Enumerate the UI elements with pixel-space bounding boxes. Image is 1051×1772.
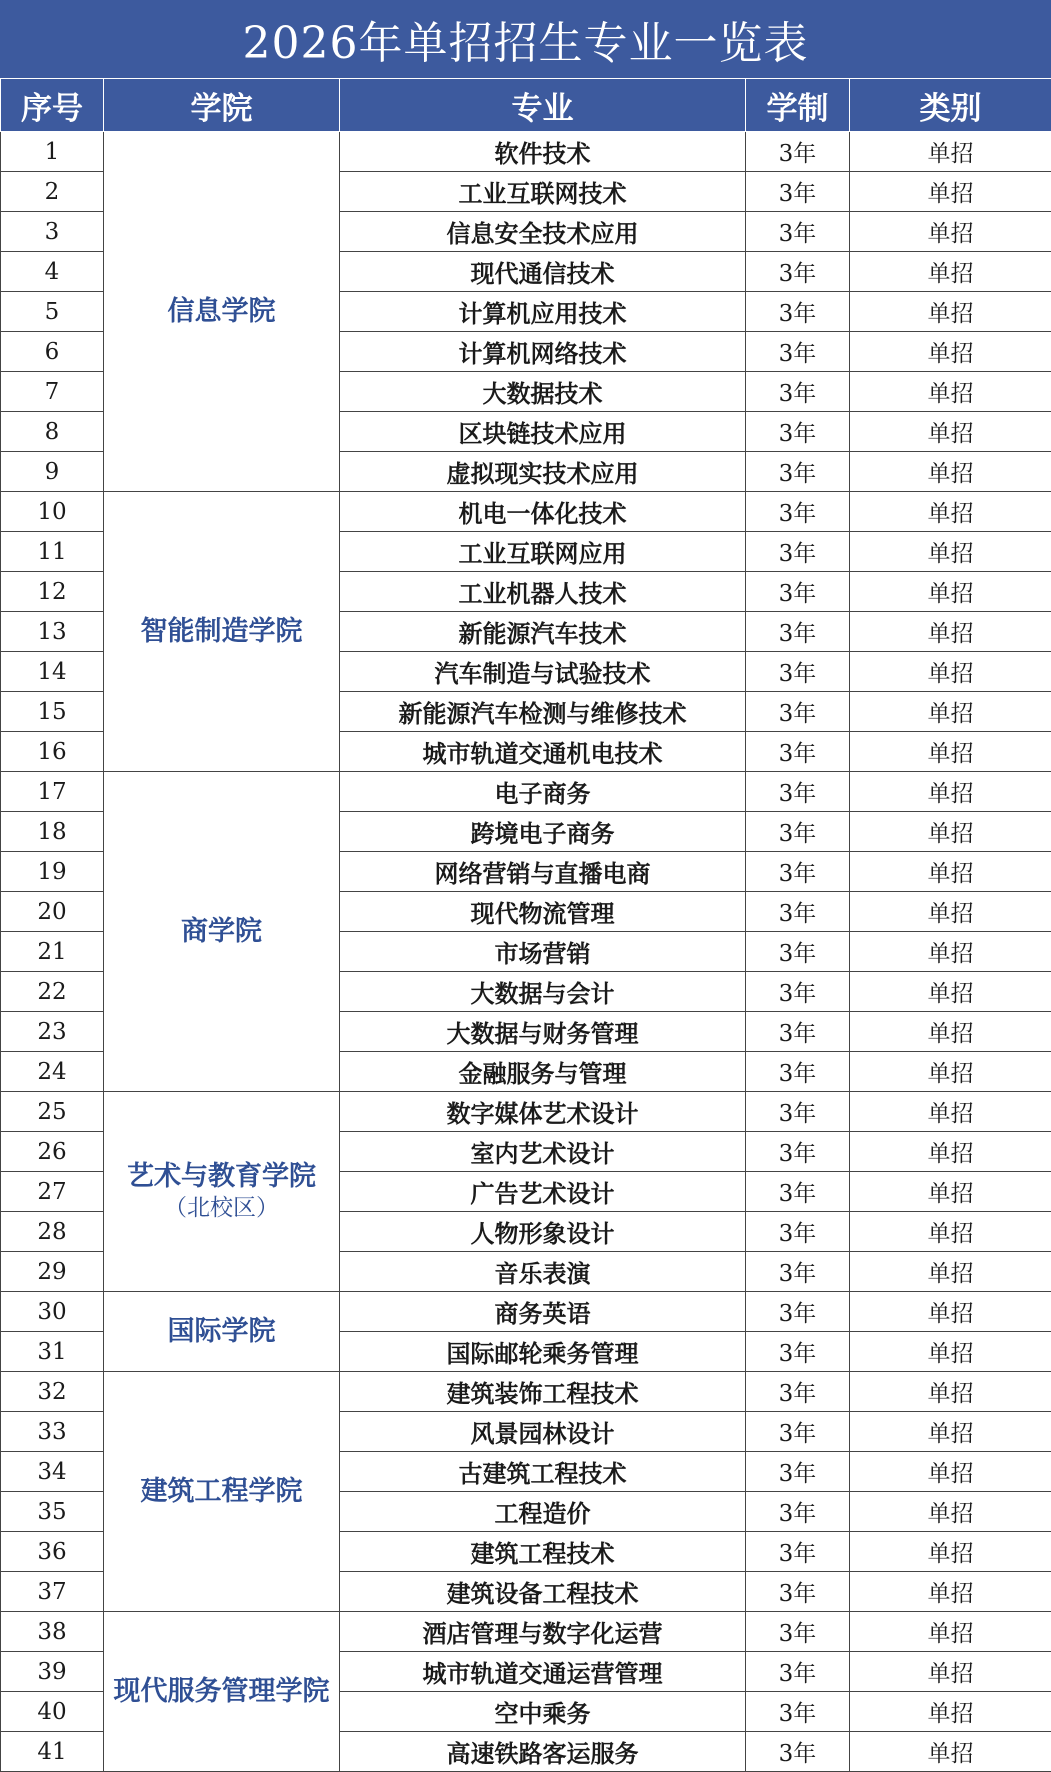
row-major: 建筑工程技术 (340, 1532, 746, 1572)
row-years: 3年 (746, 452, 850, 492)
row-index: 1 (1, 132, 104, 172)
row-index: 8 (1, 412, 104, 452)
row-category: 单招 (850, 572, 1051, 612)
row-index: 9 (1, 452, 104, 492)
row-index: 11 (1, 532, 104, 572)
row-index: 22 (1, 972, 104, 1012)
row-years: 3年 (746, 1212, 850, 1252)
row-category: 单招 (850, 172, 1051, 212)
row-index: 38 (1, 1612, 104, 1652)
row-category: 单招 (850, 1092, 1051, 1132)
row-category: 单招 (850, 692, 1051, 732)
row-category: 单招 (850, 1492, 1051, 1532)
row-years: 3年 (746, 492, 850, 532)
row-years: 3年 (746, 372, 850, 412)
row-major: 大数据与会计 (340, 972, 746, 1012)
row-index: 4 (1, 252, 104, 292)
row-major: 软件技术 (340, 132, 746, 172)
row-index: 18 (1, 812, 104, 852)
college-cell (104, 1292, 340, 1372)
college-cell (104, 132, 340, 492)
row-index: 36 (1, 1532, 104, 1572)
row-years: 3年 (746, 1172, 850, 1212)
row-major: 工业互联网应用 (340, 532, 746, 572)
row-category: 单招 (850, 932, 1051, 972)
table-row (1, 492, 1051, 532)
row-category: 单招 (850, 1252, 1051, 1292)
college-name: 商学院 (181, 916, 262, 947)
row-major: 城市轨道交通运营管理 (340, 1652, 746, 1692)
header-index: 序号 (1, 79, 104, 132)
row-major: 市场营销 (340, 932, 746, 972)
row-years: 3年 (746, 692, 850, 732)
row-years: 3年 (746, 1452, 850, 1492)
table-row (1, 132, 1051, 172)
row-years: 3年 (746, 412, 850, 452)
row-index: 28 (1, 1212, 104, 1252)
row-major: 新能源汽车技术 (340, 612, 746, 652)
table-row (1, 1292, 1051, 1332)
row-major: 网络营销与直播电商 (340, 852, 746, 892)
row-major: 广告艺术设计 (340, 1172, 746, 1212)
row-index: 19 (1, 852, 104, 892)
row-years: 3年 (746, 1372, 850, 1412)
row-years: 3年 (746, 1532, 850, 1572)
majors-table (0, 78, 1051, 1772)
row-major: 工程造价 (340, 1492, 746, 1532)
row-major: 信息安全技术应用 (340, 212, 746, 252)
row-major: 国际邮轮乘务管理 (340, 1332, 746, 1372)
row-major: 机电一体化技术 (340, 492, 746, 532)
row-index: 32 (1, 1372, 104, 1412)
row-category: 单招 (850, 1132, 1051, 1172)
row-major: 计算机网络技术 (340, 332, 746, 372)
row-years: 3年 (746, 812, 850, 852)
row-category: 单招 (850, 812, 1051, 852)
row-years: 3年 (746, 1052, 850, 1092)
row-major: 数字媒体艺术设计 (340, 1092, 746, 1132)
row-major: 酒店管理与数字化运营 (340, 1612, 746, 1652)
row-years: 3年 (746, 1132, 850, 1172)
row-category: 单招 (850, 1612, 1051, 1652)
row-years: 3年 (746, 332, 850, 372)
row-years: 3年 (746, 612, 850, 652)
college-name: 信息学院 (168, 296, 276, 327)
row-major: 跨境电子商务 (340, 812, 746, 852)
row-category: 单招 (850, 212, 1051, 252)
row-years: 3年 (746, 572, 850, 612)
row-category: 单招 (850, 372, 1051, 412)
row-category: 单招 (850, 1532, 1051, 1572)
row-major: 现代物流管理 (340, 892, 746, 932)
header-major: 专业 (340, 79, 746, 132)
header-college: 学院 (104, 79, 340, 132)
row-years: 3年 (746, 532, 850, 572)
row-index: 31 (1, 1332, 104, 1372)
row-years: 3年 (746, 1292, 850, 1332)
row-category: 单招 (850, 1452, 1051, 1492)
row-index: 3 (1, 212, 104, 252)
row-index: 40 (1, 1692, 104, 1732)
row-category: 单招 (850, 1412, 1051, 1452)
row-major: 汽车制造与试验技术 (340, 652, 746, 692)
row-category: 单招 (850, 652, 1051, 692)
row-category: 单招 (850, 1732, 1051, 1772)
row-major: 建筑装饰工程技术 (340, 1372, 746, 1412)
row-index: 29 (1, 1252, 104, 1292)
row-years: 3年 (746, 1092, 850, 1132)
row-category: 单招 (850, 332, 1051, 372)
college-name: 艺术与教育学院 (127, 1161, 316, 1192)
row-category: 单招 (850, 1652, 1051, 1692)
row-category: 单招 (850, 612, 1051, 652)
row-category: 单招 (850, 132, 1051, 172)
row-category: 单招 (850, 1292, 1051, 1332)
row-index: 24 (1, 1052, 104, 1092)
row-major: 建筑设备工程技术 (340, 1572, 746, 1612)
row-index: 7 (1, 372, 104, 412)
row-category: 单招 (850, 772, 1051, 812)
row-category: 单招 (850, 492, 1051, 532)
row-years: 3年 (746, 172, 850, 212)
row-category: 单招 (850, 452, 1051, 492)
row-major: 城市轨道交通机电技术 (340, 732, 746, 772)
row-major: 空中乘务 (340, 1692, 746, 1732)
row-years: 3年 (746, 932, 850, 972)
row-index: 16 (1, 732, 104, 772)
row-category: 单招 (850, 1692, 1051, 1732)
row-category: 单招 (850, 292, 1051, 332)
row-years: 3年 (746, 732, 850, 772)
row-index: 26 (1, 1132, 104, 1172)
row-major: 金融服务与管理 (340, 1052, 746, 1092)
row-years: 3年 (746, 652, 850, 692)
row-major: 计算机应用技术 (340, 292, 746, 332)
row-years: 3年 (746, 1572, 850, 1612)
header-category: 类别 (850, 79, 1051, 132)
row-index: 30 (1, 1292, 104, 1332)
table-row (1, 1092, 1051, 1132)
row-years: 3年 (746, 1692, 850, 1732)
college-cell (104, 1612, 340, 1772)
row-major: 虚拟现实技术应用 (340, 452, 746, 492)
row-index: 6 (1, 332, 104, 372)
row-index: 10 (1, 492, 104, 532)
row-index: 37 (1, 1572, 104, 1612)
row-years: 3年 (746, 252, 850, 292)
college-campus-note: （北校区） (104, 1194, 339, 1224)
row-years: 3年 (746, 1252, 850, 1292)
row-major: 室内艺术设计 (340, 1132, 746, 1172)
college-cell (104, 772, 340, 1092)
row-major: 区块链技术应用 (340, 412, 746, 452)
row-category: 单招 (850, 1012, 1051, 1052)
row-major: 风景园林设计 (340, 1412, 746, 1452)
row-category: 单招 (850, 1372, 1051, 1412)
row-years: 3年 (746, 292, 850, 332)
row-major: 电子商务 (340, 772, 746, 812)
header-years: 学制 (746, 79, 850, 132)
row-category: 单招 (850, 972, 1051, 1012)
row-index: 14 (1, 652, 104, 692)
college-name: 智能制造学院 (141, 616, 303, 647)
table-body (1, 132, 1051, 1772)
college-cell (104, 1092, 340, 1292)
row-index: 34 (1, 1452, 104, 1492)
row-years: 3年 (746, 972, 850, 1012)
row-years: 3年 (746, 1332, 850, 1372)
row-major: 高速铁路客运服务 (340, 1732, 746, 1772)
row-index: 13 (1, 612, 104, 652)
row-index: 39 (1, 1652, 104, 1692)
table-row (1, 1372, 1051, 1412)
row-years: 3年 (746, 852, 850, 892)
row-category: 单招 (850, 1172, 1051, 1212)
row-years: 3年 (746, 1652, 850, 1692)
row-major: 工业互联网技术 (340, 172, 746, 212)
row-category: 单招 (850, 252, 1051, 292)
row-category: 单招 (850, 532, 1051, 572)
row-index: 5 (1, 292, 104, 332)
page-title: 2026年单招招生专业一览表 (0, 0, 1051, 80)
row-index: 35 (1, 1492, 104, 1532)
college-cell (104, 492, 340, 772)
row-years: 3年 (746, 1612, 850, 1652)
row-years: 3年 (746, 1492, 850, 1532)
college-name: 国际学院 (168, 1316, 276, 1347)
row-years: 3年 (746, 892, 850, 932)
row-years: 3年 (746, 132, 850, 172)
row-major: 工业机器人技术 (340, 572, 746, 612)
row-years: 3年 (746, 1412, 850, 1452)
row-years: 3年 (746, 1732, 850, 1772)
row-major: 新能源汽车检测与维修技术 (340, 692, 746, 732)
row-category: 单招 (850, 1572, 1051, 1612)
row-category: 单招 (850, 852, 1051, 892)
row-major: 大数据技术 (340, 372, 746, 412)
row-index: 21 (1, 932, 104, 972)
row-category: 单招 (850, 1332, 1051, 1372)
row-index: 23 (1, 1012, 104, 1052)
table-row (1, 772, 1051, 812)
row-category: 单招 (850, 732, 1051, 772)
row-category: 单招 (850, 892, 1051, 932)
table-row (1, 1612, 1051, 1652)
row-major: 音乐表演 (340, 1252, 746, 1292)
header-row (1, 79, 1051, 132)
row-index: 33 (1, 1412, 104, 1452)
row-years: 3年 (746, 1012, 850, 1052)
row-major: 人物形象设计 (340, 1212, 746, 1252)
row-index: 27 (1, 1172, 104, 1212)
row-index: 41 (1, 1732, 104, 1772)
row-index: 17 (1, 772, 104, 812)
row-category: 单招 (850, 1052, 1051, 1092)
row-major: 现代通信技术 (340, 252, 746, 292)
row-index: 25 (1, 1092, 104, 1132)
college-name: 建筑工程学院 (141, 1476, 303, 1507)
row-index: 20 (1, 892, 104, 932)
row-years: 3年 (746, 212, 850, 252)
college-name: 现代服务管理学院 (114, 1676, 330, 1707)
college-cell (104, 1372, 340, 1612)
row-index: 12 (1, 572, 104, 612)
row-index: 15 (1, 692, 104, 732)
row-major: 大数据与财务管理 (340, 1012, 746, 1052)
row-category: 单招 (850, 412, 1051, 452)
row-major: 古建筑工程技术 (340, 1452, 746, 1492)
row-major: 商务英语 (340, 1292, 746, 1332)
row-category: 单招 (850, 1212, 1051, 1252)
row-index: 2 (1, 172, 104, 212)
row-years: 3年 (746, 772, 850, 812)
